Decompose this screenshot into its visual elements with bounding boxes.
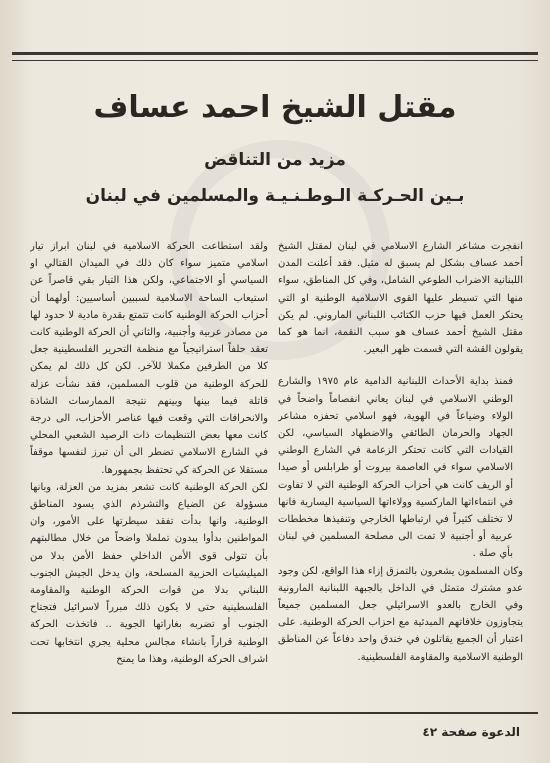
article-subtitle-1: مزيد من التناقض <box>204 150 346 170</box>
right-paragraph-2: فمنذ بداية الأحداث اللبنانية الدامية عام ١٩٧٥ والشارع الوطني الاسلامي في لبنان يعاني انفصاماً واضحاً في الولاء وضياعاً في الهوية، فهو اسلامي تحفزه مشاعر الجهاد والحرمان الطائفي والاضطهاد السياسي، لكن القيادات التي كانت تحتكر الزعامة في الشارع الوطني الاسلامي سواء في العاصمة بيروت أو طرابلس أو صيدا أو الريف كانت هي أحزاب الحركة الوطنية التي لا تفاوت في انتماءاتها الماركسية وولاءاتها السياسية اليسارية فانها لا تختلف كثيراً في ارتباطها الخارجي وتنفيذها مخططات عربية أو أجنبية لا تمت الى مصلحة المسلمين في لبنان بأي صلة . <box>278 376 513 560</box>
article-column-right <box>278 238 523 708</box>
right-paragraph-1: انفجرت مشاعر الشارع الاسلامي في لبنان لمقتل الشيخ أحمد عساف بشكل لم يسبق له مثيل. فقد أعلنت المدن اللبنانية الاضراب الطوعي الشامل، وفي كل المناطق، سواء منها التي تسيطر عليها القوى الاسلامية الوطنية او التي يحتكر العمل فيها حزب الكتائب اللبناني الماروني. لم يكن مقتل الشيخ أحمد عساف هو سبب النقمة، انما هو كما يقولون القشة التي قسمت ظهر البعير. <box>278 241 523 356</box>
top-rule-thin <box>12 60 538 61</box>
bottom-rule <box>12 712 538 714</box>
article-title: مقتل الشيخ احمد عساف <box>93 90 457 125</box>
article-subtitle-2: بـين الحـركـة الـوطـنـيـة والمسلمين في لبنان <box>85 186 465 206</box>
left-paragraph-2: لكن الحركة الوطنية كانت تشعر بمزيد من العزلة، وبانها مسؤولة عن الضياع والتشرذم الذي يسود المناطق الوطنية، وانها بدأت تفقد سيطرتها على الأمور، وان المواطنين بدأوا يبدون تململا واضحاً من خلال مطالبتهم بأن تتولى قوى الأمن الداخلي حفظ الأمن بدلا من الميليشيات الحزبية المسلحة، وان يدخل الجيش الجنوب اللبناني بدلا من قوات الحركة الوطنية والمقاومة الفلسطينية حتى لا يكون ذلك مبرراً لاسرائيل فتجتاح الجنوب أو تضربه بغاراتها الجوية .. فاتخذت الحركة الوطنية قراراً بانشاء مجالس محلية يجري انتخابها تحت اشراف الحركة الوطنية، وهذا ما يمنح <box>30 481 268 665</box>
paragraph-gap <box>278 358 523 373</box>
page-footer: الدعوة صفحة ٤٢ <box>422 725 520 739</box>
left-paragraph-1: ولقد استطاعت الحركة الاسلامية في لبنان ابراز تيار اسلامي متميز سواء كان ذلك في الميدان القتالي او السياسي أو الاجتماعي، ولكن هذا التيار بقي قاصراً عن استيعاب الساحة الاسلامية لسببين أساسيين: أولهما أن أحزاب الحركة الوطنية كانت تتمتع بقدرة مادية لا حدود لها من مصادر عربية وأجنبية، والثاني أن الحركة الوطنية كانت تعقد حلفاً استراتيجياً مع منظمة التحرير الفلسطينية جعل كلا من الطرفين مكملا للآخر. لكن كل ذلك لم يمكن للحركة الوطنية من قلوب المسلمين، فقد نشأت عزلة قاتلة فيما بينها وبينهم نتيجة الممارسات الشاذة والانحرافات التي وقعت فيها عناصر الأحزاب، الى درجة كانت معها بعض التنظيمات ذات الرصيد الشعبي المحلي في الشارع الاسلامي تضطر الى أن تبرز لنفسها موقفاً مستقلا عن الحركة كي تحتفظ بجمهورها. <box>30 241 268 476</box>
top-rule-thick <box>12 52 538 55</box>
article-column-left <box>30 238 268 708</box>
right-paragraph-3: وكان المسلمون يشعرون بالتمزق إزاء هذا الواقع، لكن وجود عدو مشترك متمثل في الداخل بالجبهة اللبنانية المارونية وفي الخارج بالعدو الاسرائيلي جعل المسلمين جميعاً يتجاوزون خلافاتهم المبدئية مع احزاب الحركة الوطنية. على اعتبار أن الجميع يقاتلون في خندق واحد دفاعاً عن المناطق الوطنية الاسلامية والمقاومة الفلسطينية. <box>278 565 523 663</box>
